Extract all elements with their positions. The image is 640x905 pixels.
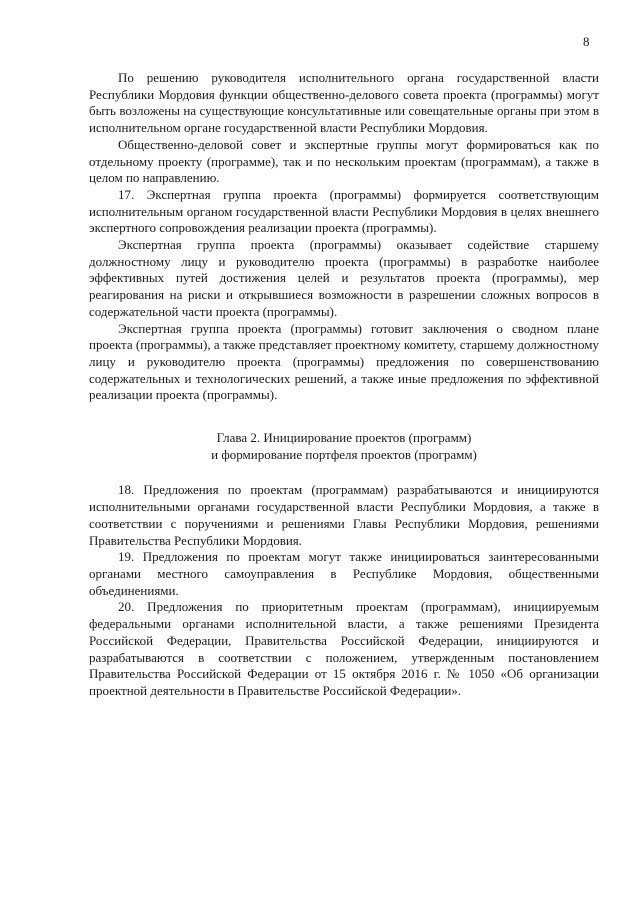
paragraph-expert-group-assistance: Экспертная группа проекта (программы) оказывает содействие старшему должностному лицу и руководителю проекта (программы) в разработке наиболее эффективных путей достижения целей и результатов проекта (программы), мер реагирования на риски и открывшиеся возможности в разрешении сложных вопросов в содержательной части проекта (программы).: [89, 237, 599, 319]
paragraph-19-local-initiatives: 19. Предложения по проектам могут также инициироваться заинтересованными органами местного самоуправления в Республике Мордовия, общественными объединениями.: [89, 549, 599, 598]
paragraph-20-priority-projects: 20. Предложения по приоритетным проектам (программам), инициируемым федеральными органами исполнительной власти, а также решениями Президента Российской Федерации, Правительства Российской Федерации, инициируются и разрабатываются в соответствии с положением, утвержденным постановлением Правительства Российской Федерации от 15 октября 2016 г. № 1050 «Об организации проектной деятельности в Правительстве Российской Федерации».: [89, 599, 599, 698]
paragraph-18-proposals: 18. Предложения по проектам (программам) разрабатываются и инициируются исполнительными органами государственной власти Республики Мордовия, а также в соответствии с поручениями и решениями Главы Республики Мордовия, решениями Правительства Республики Мордовия.: [89, 482, 599, 548]
page-number: 8: [583, 34, 590, 49]
paragraph-expert-group-conclusions: Экспертная группа проекта (программы) готовит заключения о сводном плане проекта (программы), а также представляет проектному комитету, старшему должностному лицу и руководителю проекта (программы) предложения по совершенствованию содержательных и технологических решений, а также иные предложения по эффективной реализации проекта (программы).: [89, 320, 599, 403]
paragraph-advisory-council-delegation: По решению руководителя исполнительного органа государственной власти Республики Мордовия функции общественно-делового совета проекта (программы) могут быть возложены на существующие консультативные или совещательные органы при этом в исполнительном органе государственной власти Республики Мордовия.: [89, 70, 599, 136]
paragraph-17-expert-group: 17. Экспертная группа проекта (программы) формируется соответствующим исполнительным органом государственной власти Республики Мордовия в целях внешнего экспертного сопровождения реализации проекта (программы).: [89, 186, 599, 236]
chapter-heading-line-1: Глава 2. Инициирование проектов (программ): [216, 430, 472, 446]
chapter-heading: [89, 430, 599, 463]
chapter-heading-line-2: и формирование портфеля проектов (программ): [211, 446, 477, 462]
paragraph-council-formation: Общественно-деловой совет и экспертные группы могут формироваться как по отдельному проекту (программе), так и по нескольким проектам (программам), а также в целом по направлению.: [89, 136, 599, 186]
document-body: [89, 70, 599, 700]
